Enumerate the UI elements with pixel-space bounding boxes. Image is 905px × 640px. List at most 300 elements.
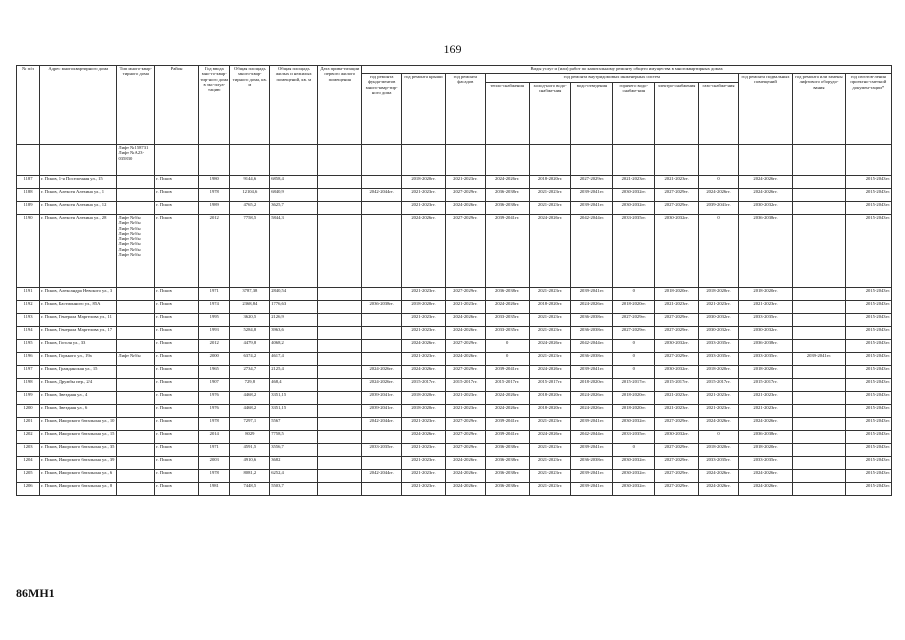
cell-sewer: 2018-2020гг. [571,379,613,392]
cell-type: Лифт №б/н [117,353,155,366]
cell-area: 8029 [230,431,270,444]
cell-roof: 2021-2023гг. [402,457,446,470]
cell-elec: 2015-2017гг. [655,379,699,392]
cell-facade: 2021-2023гг. [445,176,485,189]
cell-foundation: 2033-2035гг. [362,444,402,457]
cell-docs: 2015-2043гг. [845,418,891,431]
cell-foundation: 2042-2044гг. [362,189,402,202]
table-row [17,314,892,327]
cell-district: г. Псков [155,176,199,189]
cell-type [117,215,155,288]
cell-district: г. Псков [155,470,199,483]
cell-addr: г. Псков, 1-я Поселочная ул., 15 [40,176,117,189]
cell-district: г. Псков [155,431,199,444]
cell-priv [318,176,362,189]
cell-num: 1203 [17,444,40,457]
table-row [17,457,892,470]
cell-elev [793,392,845,405]
cell-heating: 2039-2041гг. [485,215,529,288]
cell-sewer: 2024-2026гг. [571,301,613,314]
cell-gas: 2018-2020гг. [699,366,739,379]
header-privatization: Дата прива-тизации первого жилого помещения [318,66,362,145]
table-row [17,405,892,418]
cell-foundation: 2039-2041гг. [362,392,402,405]
cell-sewer: 2039-2041гг. [571,366,613,379]
header-foundation: год ремонта фунда-ментов много-квар-тир-ного дома [362,74,402,145]
cell-hot: 2033-2035гг. [613,431,655,444]
header-hot-water: горячего водо-снабже-ния [613,83,655,145]
cell-hot: 2030-2032гг. [613,457,655,470]
cell-cold: 2024-2026гг. [529,340,571,353]
cell-area: 9144,6 [230,176,270,189]
cell-district: г. Псков [155,483,199,496]
cell-elec: 2027-2029гг. [655,470,699,483]
cell-hot: 2018-2020гг. [613,392,655,405]
cell-elec: 2027-2029гг. [655,457,699,470]
cell-base: 2033-2035гг. [738,457,792,470]
cell-elev [793,444,845,457]
cell-base: 2018-2020гг. [738,288,792,301]
cell-sewer: 2036-2038гг. [571,327,613,340]
cell-type [117,176,155,189]
cell-area: 4910,6 [230,457,270,470]
cell-cold: 2021-2023гг. [529,288,571,301]
table-row [17,340,892,353]
cell-priv [318,405,362,418]
cell-gas: 2024-2026гг. [699,189,739,202]
header-year: Год ввода мно-го-квар-тир-ного дома в экс-плуа-тацию [199,66,230,145]
cell-district: г. Псков [155,457,199,470]
cell-base: 2024-2026гг. [738,418,792,431]
cell-priv [318,340,362,353]
cell-foundation [362,483,402,496]
cell-num: 1195 [17,340,40,353]
cell-roof: 2018-2020гг. [402,301,446,314]
cell-elec: 2027-2029гг. [655,202,699,215]
cell-heating: 2039-2041гг. [485,431,529,444]
cell-num: 1189 [17,202,40,215]
cell-addr: г. Псков, Генерала Маргелова ул., 11 [40,314,117,327]
table-row [17,176,892,189]
cell-docs: 2015-2043гг. [845,405,891,418]
cell-elec: 2030-2032гг. [655,215,699,288]
cell-year: 1976 [199,405,230,418]
cell-cold: 2021-2023гг. [529,202,571,215]
cell-area: 5284,8 [230,327,270,340]
cell-res: 5567 [270,418,318,431]
cell-gas: 2033-2035гг. [699,457,739,470]
cell-priv [318,470,362,483]
cell-type [117,431,155,444]
table-row [17,288,892,301]
cell-num: 1201 [17,418,40,431]
table-row [17,418,892,431]
cell-res: 6252,4 [270,470,318,483]
cell-type [117,340,155,353]
cell-res: 6858,4 [270,176,318,189]
cell-res: 468,4 [270,379,318,392]
cell-docs: 2015-2043гг. [845,366,891,379]
cell-district: г. Псков [155,202,199,215]
cell-gas: 2024-2026гг. [699,418,739,431]
cell-elec: 2030-2032гг. [655,366,699,379]
cell-elec: 2027-2029гг. [655,353,699,366]
cell-area: 4479,8 [230,340,270,353]
cell-heating: 2033-2035гг. [485,327,529,340]
cell-num: 1187 [17,176,40,189]
lift-label: Лифт №б/н [118,220,141,226]
cell-hot: 2015-2017гг. [613,379,655,392]
cell-foundation [362,314,402,327]
cell-elev [793,327,845,340]
header-district: Район [155,66,199,145]
table-row [17,483,892,496]
cell-hot: 0 [613,366,655,379]
cell-num: 1197 [17,366,40,379]
cell-district: г. Псков [155,392,199,405]
cell-base: 2030-2032гг. [738,202,792,215]
cell-cold: 2021-2023гг. [529,314,571,327]
cell-addr: г. Псков, Звездная ул., 4 [40,392,117,405]
cell-facade: 2027-2029гг. [445,189,485,202]
cell-elev [793,379,845,392]
header-num: № п/п [17,66,40,145]
cell-roof: 2018-2020гг. [402,392,446,405]
lift-label: Лифт №б/н [118,241,141,247]
cell-sewer: 2042-2044гг. [571,431,613,444]
lift-label: Лифт №б/н [118,225,141,231]
table-row [17,189,892,202]
cell-heating: 2024-2026гг. [485,405,529,418]
cell-addr: г. Псков, Алексея Алехина ул., 28 [40,215,117,288]
cell-num: 1194 [17,327,40,340]
cell-gas: 0 [699,176,739,189]
header-facade: год ремонта фасадов [445,74,485,145]
cell-district: г. Псков [155,418,199,431]
lift-label: Лифт №158731 [118,145,149,150]
cell-base: 2021-2023гг. [738,392,792,405]
cell-type [117,288,155,301]
table-body [17,145,892,496]
cell-roof: 2021-2023гг. [402,353,446,366]
cell-elec: 2030-2032гг. [655,340,699,353]
cell-addr: г. Псков, Ижорского батальона ул., 15 [40,431,117,444]
cell-elev [793,483,845,496]
cell-area: 4765,2 [230,202,270,215]
cell-res: 2125,4 [270,366,318,379]
cell-cold: 2021-2023гг. [529,418,571,431]
cell-elec: 2027-2029гг. [655,444,699,457]
cell-area: 2368,84 [230,301,270,314]
cell-addr: г. Псков, Александра Невского ул., 3 [40,288,117,301]
cell-facade: 2021-2023гг. [445,405,485,418]
cell-facade: 2027-2029гг. [445,366,485,379]
cell-res: 4617,4 [270,353,318,366]
cell-elev [793,288,845,301]
cell-elec: 2027-2029гг. [655,327,699,340]
cell-facade: 2024-2026гг. [445,470,485,483]
cell-facade: 2027-2029гг. [445,418,485,431]
cell-elev [793,340,845,353]
cell-base: 2024-2026гг. [738,483,792,496]
cell-res: 5503,7 [270,483,318,496]
cell-heating: 2039-2041гг. [485,418,529,431]
cell-heating: 2033-2035гг. [485,314,529,327]
cell-res: 5844,3 [270,215,318,288]
cell-cold: 2015-2017гг. [529,379,571,392]
cell-num: 1206 [17,483,40,496]
cell-heating: 0 [485,340,529,353]
cell-priv [318,457,362,470]
cell-type [117,301,155,314]
cell-year: 2000 [199,353,230,366]
cell-area: 3787,38 [230,288,270,301]
cell-heating: 2036-2038гг. [485,288,529,301]
cell-cold: 2018-2020гг. [529,176,571,189]
cell-sewer: 2024-2026гг. [571,405,613,418]
cell-district: г. Псков [155,353,199,366]
cell-facade: 2024-2026гг. [445,314,485,327]
cell-area: 4468,2 [230,405,270,418]
cell-addr: г. Псков, Горького ул., 19а [40,353,117,366]
cell-cold: 2021-2023гг. [529,457,571,470]
cell-addr: г. Псков, Алексея Алехина ул., 12 [40,202,117,215]
cell-sewer: 2039-2041гг. [571,288,613,301]
cell-gas: 2021-2023гг. [699,392,739,405]
cell-res: 4068,2 [270,340,318,353]
lift-label: Лифт №б/н [118,251,141,257]
cell-sewer: 2024-2026гг. [571,392,613,405]
cell-base: 2033-2035гг. [738,314,792,327]
cell-heating: 2015-2017гг. [485,379,529,392]
header-heating: тепло-снабжения [485,83,529,145]
cell-elev [793,189,845,202]
cell-res: 1776,63 [270,301,318,314]
cell-area: 7758,5 [230,215,270,288]
table-row [17,215,892,288]
cell-elev [793,457,845,470]
cell-docs: 2015-2043гг. [845,301,891,314]
cell-num: 1205 [17,470,40,483]
table-row [17,379,892,392]
cell-foundation [362,288,402,301]
cell-elev [793,431,845,444]
cell-year: 1974 [199,301,230,314]
cell-hot: 0 [613,353,655,366]
cell-facade: 2027-2029гг. [445,215,485,288]
cell-type [117,366,155,379]
cell-cold: 2021-2023гг. [529,483,571,496]
cell-sewer: 2039-2041гг. [571,202,613,215]
cell-sewer: 2042-2044гг. [571,340,613,353]
cell-year: 2003 [199,457,230,470]
cell-roof: 2024-2026гг. [402,215,446,288]
cell-gas: 0 [699,431,739,444]
cell-year: 1978 [199,189,230,202]
cell-facade: 2027-2029гг. [445,431,485,444]
cell-facade: 2024-2026гг. [445,327,485,340]
header-electric: электро-снабжения [655,83,699,145]
cell-res: 3351,15 [270,392,318,405]
cell-roof: 2021-2023гг. [402,444,446,457]
cell-num: 1196 [17,353,40,366]
cell-res: 3625,7 [270,202,318,215]
cell-roof: 2018-2020гг. [402,176,446,189]
cell-type [117,418,155,431]
cell-docs: 2015-2043гг. [845,444,891,457]
cell-heating: 2039-2041гг. [485,366,529,379]
cell-year: 1980 [199,176,230,189]
cell-district: г. Псков [155,327,199,340]
cell-gas: 2030-2032гг. [699,314,739,327]
cell-foundation [362,176,402,189]
cell-res: 3556,7 [270,444,318,457]
cell-heating: 2024-2026гг. [485,301,529,314]
cell-docs: 2015-2043гг. [845,340,891,353]
header-works-group: Виды услуг и (или) работ по капитальному ремонту общего имущества в многоквартирных домах [362,66,892,74]
cell-roof: 2021-2023гг. [402,418,446,431]
cell-res: 3963,6 [270,327,318,340]
table-row [17,366,892,379]
cell-sewer: 2039-2041гг. [571,483,613,496]
cell-district: г. Псков [155,301,199,314]
cell-gas: 2039-2041гг. [699,202,739,215]
cell-cold: 2018-2020гг. [529,301,571,314]
repair-schedule-table [16,65,892,496]
cell-type [117,457,155,470]
cell-hot: 0 [613,340,655,353]
cell-roof: 2021-2023гг. [402,189,446,202]
cell-heating: 2036-2038гг. [485,189,529,202]
cell-sewer: 2036-2038гг. [571,457,613,470]
header-gas: газо-снабже-ния [699,83,739,145]
cell-elec: 2027-2029гг. [655,189,699,202]
cell-gas: 2030-2032гг. [699,327,739,340]
cell-roof: 2021-2023гг. [402,314,446,327]
cell-docs: 2015-2043гг. [845,189,891,202]
cell-heating: 2036-2038гг. [485,202,529,215]
cell-num: 1193 [17,314,40,327]
cell-hot: 2030-2032гг. [613,483,655,496]
cell-cold: 2021-2023гг. [529,470,571,483]
page-number: 169 [443,42,462,56]
cell-gas: 2021-2023гг. [699,405,739,418]
cell-priv [318,379,362,392]
cell-elec: 2018-2020гг. [655,288,699,301]
cell-foundation: 2042-2044гг. [362,418,402,431]
cell-base: 2024-2026гг. [738,189,792,202]
cell-elec: 2021-2023гг. [655,405,699,418]
cell-heating: 2036-2038гг. [485,457,529,470]
cell-year: 1995 [199,314,230,327]
cell-year: 1978 [199,470,230,483]
cell-num: 1198 [17,379,40,392]
cell-addr: г. Псков, Дружбы пер., 2/4 [40,379,117,392]
cell-heating: 2036-2038гг. [485,444,529,457]
cell-elec: 2021-2023гг. [655,392,699,405]
cell-type [117,392,155,405]
cell-gas: 2015-2017гг. [699,379,739,392]
cell-elec: 2030-2032гг. [655,431,699,444]
cell-base: 2024-2026гг. [738,470,792,483]
cell-cold: 2024-2026гг. [529,366,571,379]
cell-docs: 2015-2043гг. [845,353,891,366]
cell-gas: 2033-2035гг. [699,340,739,353]
cell-hot: 2021-2023гг. [613,176,655,189]
cell-heating: 2036-2038гг. [485,470,529,483]
header-area-total: Общая площадь много-квар-тирного дома, кв. м [230,66,270,145]
cell-priv [318,314,362,327]
cell-cold: 2021-2023гг. [529,327,571,340]
cell-roof: 2021-2023гг. [402,327,446,340]
cell-hot: 2030-2032гг. [613,470,655,483]
cell-gas: 2021-2023гг. [699,301,739,314]
cell-hot: 2027-2029гг. [613,327,655,340]
table-row [17,392,892,405]
cell-foundation: 2024-2026гг. [362,379,402,392]
cell-area: 7297,1 [230,418,270,431]
cell-hot: 2018-2020гг. [613,405,655,418]
cell-docs: 2015-2043гг. [845,379,891,392]
cell-cold: 2024-2026гг. [529,431,571,444]
carryover-lift-list [117,145,155,176]
cell-year: 1907 [199,379,230,392]
cell-res: 2126,9 [270,314,318,327]
cell-foundation: 2024-2026гг. [362,366,402,379]
cell-roof: 2021-2023гг. [402,470,446,483]
header-roof: год ремонта крыши [402,74,446,145]
cell-year: 2012 [199,215,230,288]
cell-priv [318,215,362,288]
cell-district: г. Псков [155,215,199,288]
cell-base: 2018-2020гг. [738,366,792,379]
cell-year: 1971 [199,444,230,457]
cell-priv [318,301,362,314]
cell-district: г. Псков [155,314,199,327]
header-cold-water: холод-ного водо-снабже-ния [529,83,571,145]
cell-docs: 2015-2043гг. [845,176,891,189]
cell-year: 2014 [199,431,230,444]
cell-year: 1978 [199,418,230,431]
cell-foundation: 2036-2038гг. [362,301,402,314]
cell-area: 8081,2 [230,470,270,483]
cell-area: 2734,7 [230,366,270,379]
cell-addr: г. Псков, Ижорского батальона ул., 35 [40,444,117,457]
cell-roof: 2024-2026гг. [402,431,446,444]
cell-gas: 2033-2035гг. [699,353,739,366]
footer-code: 86МН1 [16,586,55,600]
cell-foundation [362,340,402,353]
cell-roof: 2024-2026гг. [402,366,446,379]
cell-hot: 0 [613,444,655,457]
cell-gas: 2018-2020гг. [699,288,739,301]
cell-foundation [362,431,402,444]
cell-res: 3351,15 [270,405,318,418]
lift-label: Лифт №б/н [118,215,141,220]
cell-elev [793,176,845,189]
cell-area: 4591,5 [230,444,270,457]
cell-heating: 0 [485,353,529,366]
cell-gas: 2024-2026гг. [699,483,739,496]
cell-type [117,483,155,496]
cell-sewer: 2036-2038гг. [571,314,613,327]
cell-base: 2036-2038гг. [738,215,792,288]
cell-type [117,379,155,392]
cell-docs: 2015-2043гг. [845,392,891,405]
cell-addr: г. Псков, Ижорского батальона ул., 10 [40,418,117,431]
cell-foundation [362,457,402,470]
table-row [17,327,892,340]
